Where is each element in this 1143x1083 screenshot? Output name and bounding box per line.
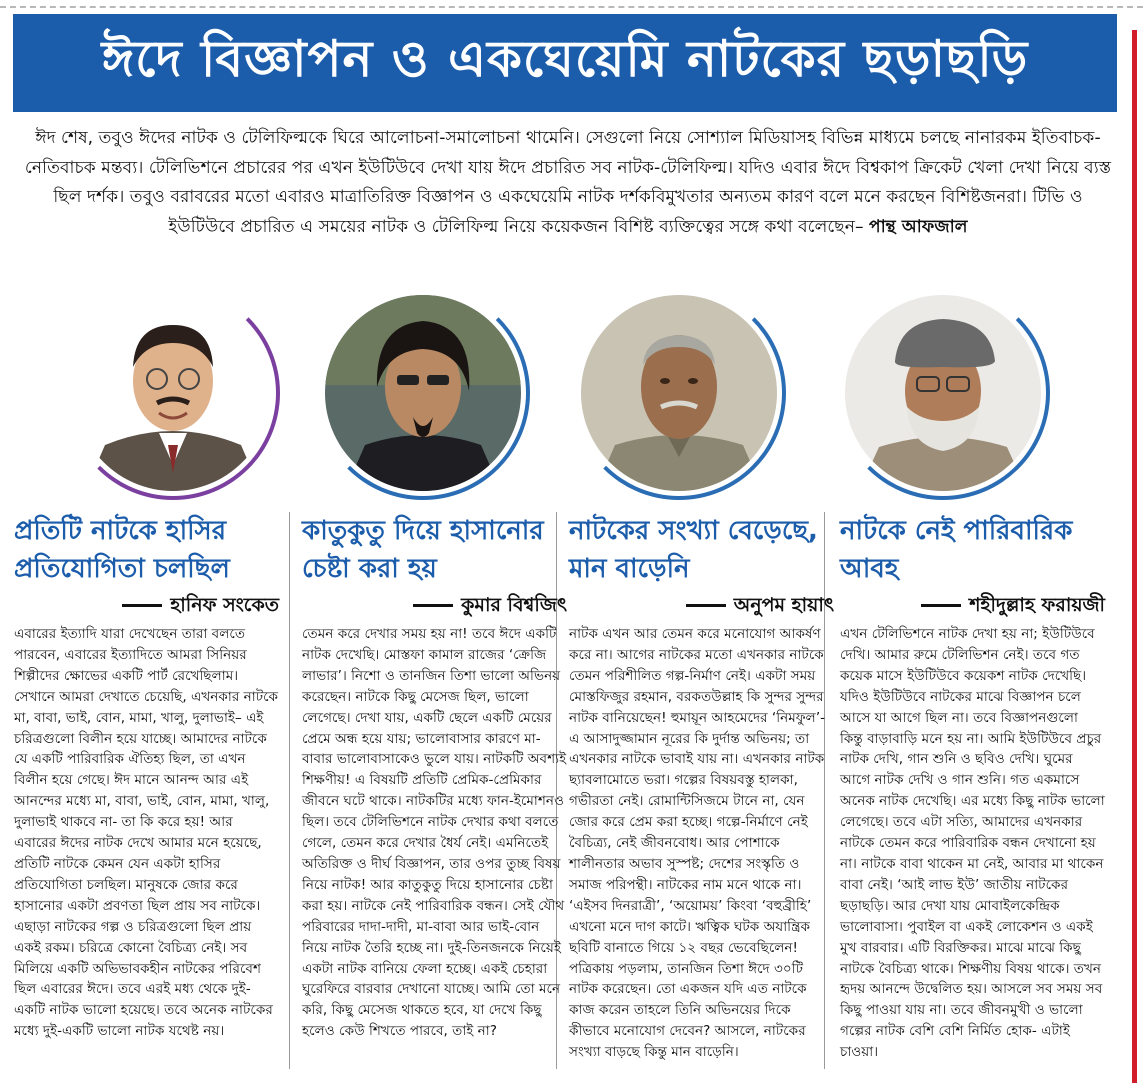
column-author [302, 592, 567, 618]
column-body: এবারের ইত্যাদি যারা দেখেছেন তারা বলতে পারবেন, এবারের ইত্যাদিতে আমরা সিনিয়র শিল্পীদের ক্ষোভের একটি পার্ট রেখেছিলাম। সেখানে আমরা দেখাতে চেয়েছি, এখনকার নাটকে মা, বাবা, ভাই, বোন, মামা, খালু, দুলাভাই– এই চরিত্রগুলো বিলীন হয়ে যাচ্ছে। আমাদের নাটকে যে একটি পারিবারিক ঐতিহ্য ছিল, তা এখন বিলীন হয়ে গেছে। ঈদ মানে আনন্দ আর এই আনন্দের মধ্যে মা, বাবা, ভাই, বোন, মামা, খালু, দুলাভাই থাকবে না- তা কি করে হয়! আর এবারের ঈদের নাটক দেখে আমার মনে হয়েছে, প্রতিটি নাটকে কেমন যেন একটা হাসির প্রতিযোগিতা চলছিল। মানুষকে জোর করে হাসানোর একটা প্রবণতা ছিল প্রায় সব নাটকে। এছাড়া নাটকের গল্প ও চরিত্রগুলো ছিল প্রায় একই রকম। চরিত্রে কোনো বৈচিত্র্য নেই। সব মিলিয়ে একটি অভিভাবকহীন নাটকের পরিবেশ ছিল এবারের ঈদে। তবে এরই মধ্য থেকে দুই-একটি নাটক ভালো হয়েছে। তবে অনেক নাটকের মধ্যে দুই-একটি ভালো নাটক যথেষ্ট নয়। [14, 626, 279, 1040]
column-body: এখন টেলিভিশনে নাটক দেখা হয় না; ইউটিউবে দেখি। আমার রুমে টেলিভিশন নেই। তবে গত কয়েক মাসে ইউটিউবে কয়েকশ নাটক দেখেছি। যদিও ইউটিউবে নাটকের মাঝে বিজ্ঞাপন চলে আসে যা আগে ছিল না। তবে বিজ্ঞাপনগুলো কিন্তু বাড়াবাড়ি মনে হয় না। আমি ইউটিউবে প্রচুর নাটক দেখি, গান শুনি ও ছবিও দেখি। ঘুমের আগে নাটক দেখি ও গান শুনি। গত একমাসে অনেক নাটক দেখেছি। এর মধ্যে কিছু নাটক ভালো লেগেছে। তবে এটা সত্যি, আমাদের এখনকার নাটকে তেমন করে পারিবারিক বন্ধন দেখানো হয় না। নাটকে বাবা থাকেন মা নেই, আবার মা থাকেন বাবা নেই। ‘আই লাভ ইউ’ জাতীয় নাটকের ছড়াছড়ি। আর দেখা যায় মোবাইলকেন্দ্রিক ভালোবাসা। পুবাইল বা একই লোকেশন ও একই মুখ বারবার। এটি বিরক্তিকর। মাঝে মাঝে কিছু নাটকে বৈচিত্র্য থাকে। শিক্ষণীয় বিষয় থাকে। তখন হৃদয় আনন্দে উদ্বেলিত হয়। আসলে সব সময় সব কিছু পাওয়া যায় না। তবে জীবনমুখী ও ভালো গল্পের নাটক বেশি বেশি নির্মিত হোক- এটাই চাওয়া। [840, 626, 1105, 1061]
portrait-hanif-sanket [75, 295, 271, 491]
column-headline: প্রতিটি নাটকে হাসির প্রতিযোগিতা চলছিল [14, 516, 230, 584]
column-author [569, 592, 834, 618]
portrait-shahidullah-farayji [845, 295, 1041, 491]
page-top-dashed-edge [0, 6, 1143, 8]
portrait-kumar-bishwajit [325, 295, 521, 491]
column-body: তেমন করে দেখার সময় হয় না! তবে ঈদে একটি নাটক দেখেছি। মোস্তফা কামাল রাজের ‘ক্রেজি লাভার’। নিশো ও তানজিন তিশা ভালো অভিনয় করেছেন। নাটকে কিছু মেসেজ ছিল, ভালো লেগেছে। দেখা যায়, একটি ছেলে একটি মেয়ের প্রেমে অন্ধ হয়ে যায়; ভালোবাসার কারণে মা-বাবার ভালোবাসাকেও ভুলে যায়। নাটকটি অবশ্যই শিক্ষণীয়! এ বিষয়টি প্রতিটি প্রেমিক-প্রেমিকার জীবনে ঘটে থাকে। নাটকটির মধ্যে ফান-ইমোশনও ছিল। তবে টেলিভিশনে নাটক দেখার কথা বলতে গেলে, তেমন করে দেখার ধৈর্য নেই। এমনিতেই অতিরিক্ত ও দীর্ঘ বিজ্ঞাপন, তার ওপর তুচ্ছ বিষয় নিয়ে নাটক! আর কাতুকুতু দিয়ে হাসানোর চেষ্টা করা হয়। নাটকে নেই পারিবারিক বন্ধন। সেই যৌথ পরিবারের দাদা-দাদী, মা-বাবা আর ভাই-বোন নিয়ে নাটক তৈরি হচ্ছে না। দুই-তিনজনকে নিয়েই একটা নাটক বানিয়ে ফেলা হচ্ছে। একই চেহারা ঘুরেফিরে বারবার দেখানো যাচ্ছে। আমি তো মনে করি, কিছু মেসেজ থাকতে হবে, যা দেখে কিছু হলেও কেউ শিখতে পারবে, তাই না? [302, 626, 567, 1040]
intro-paragraph [22, 124, 1114, 242]
intro-byline: পান্থ আফজাল [869, 216, 968, 237]
column-kumar-bishwajit [302, 512, 567, 1042]
red-side-rule [1132, 30, 1137, 1083]
column-hanif-sanket [14, 512, 279, 1042]
column-divider-1 [289, 512, 290, 1069]
author-name: শহীদুল্লাহ ফরায়জী [969, 594, 1105, 616]
column-shahidullah-farayji [840, 512, 1105, 1063]
column-author [14, 592, 279, 618]
author-name: হানিফ সংকেত [170, 594, 279, 616]
portrait-anupam-hayat [581, 295, 777, 491]
headline-banner [13, 14, 1117, 112]
author-name: কুমার বিশ্বজিৎ [461, 594, 567, 616]
column-headline: নাটকে নেই পারিবারিক আবহ [840, 516, 1073, 584]
author-name: অনুপম হায়াৎ [733, 594, 834, 616]
column-headline: নাটকের সংখ্যা বেড়েছে, মান বাড়েনি [569, 516, 818, 584]
intro-text: ঈদ শেষ, তবুও ঈদের নাটক ও টেলিফিল্মকে ঘিরে আলোচনা-সমালোচনা থামেনি। সেগুলো নিয়ে সোশ্যাল মিডিয়াসহ বিভিন্ন মাধ্যমে চলছে নানারকম ইতিবাচক-নেতিবাচক মন্তব্য। টেলিভিশনে প্রচারের পর এখন ইউটিউবে দেখা যায় ঈদে প্রচারিত সব নাটক-টেলিফিল্ম। যদিও এবার ঈদে বিশ্বকাপ ক্রিকেট খেলা দেখা নিয়ে ব্যস্ত ছিল দর্শক। তবুও বরাবরের মতো এবারও মাত্রাতিরিক্ত বিজ্ঞাপন ও একঘেয়েমি নাটক দর্শকবিমুখতার অন্যতম কারণ বলে মনে করছেন বিশিষ্টজনরা। টিভি ও ইউটিউবে প্রচারিত এ সময়ের নাটক ও টেলিফিল্ম নিয়ে কয়েকজন বিশিষ্ট ব্যক্তিত্বের সঙ্গে কথা বলেছেন– [24, 128, 1112, 237]
column-body: নাটক এখন আর তেমন করে মনোযোগ আকর্ষণ করে না। আগের নাটকের মতো এখনকার নাটকে তেমন পরিশীলিত গল্প-নির্মাণ নেই। একটা সময় মোস্তফিজুর রহমান, বরকতউল্লাহ কি সুন্দর সুন্দর নাটক বানিয়েছেন! হুমায়ূন আহমেদের ‘নিমফুল’-এ আসাদুজ্জামান নূরের কি দুর্দান্ত অভিনয়; তা এখনকার নাটকে ভাবাই যায় না। এখনকার নাটক ছ্যাবলামোতে ভরা। গল্পের বিষয়বস্তু হালকা, গভীরতা নেই। রোমান্টিসিজমে টানে না, যেন জোর করে প্রেম করা হচ্ছে। গল্পে-নির্মাণে নেই বৈচিত্র্য, নেই জীবনবোধ। আর পোশাকে শালীনতার অভাব সুস্পষ্ট; দেশের সংস্কৃতি ও সমাজ পরিপন্থী। নাটকের নাম মনে থাকে না। ‘এইসব দিনরাত্রী’, ‘অয়োময়’ কিংবা ‘বহুব্রীহি’ এখনো মনে দাগ কাটে। ঋত্বিক ঘটক অযান্ত্রিক ছবিটি বানাতে গিয়ে ১২ বছর ভেবেছিলেন! পত্রিকায় পড়লাম, তানজিন তিশা ঈদে ৩০টি নাটক করেছেন। তো একজন যদি এত নাটকে কাজ করেন তাহলে তিনি অভিনয়ের দিকে কীভাবে মনোযোগ দেবেন? আসলে, নাটকের সংখ্যা বাড়ছে কিন্তু মান বাড়েনি। [569, 626, 826, 1061]
column-author [840, 592, 1105, 618]
column-headline: কাতুকুতু দিয়ে হাসানোর চেষ্টা করা হয় [302, 516, 544, 584]
page-title: ঈদে বিজ্ঞাপন ও একঘেয়েমি নাটকের ছড়াছড়ি [101, 29, 1029, 88]
column-anupam-hayat [569, 512, 834, 1063]
